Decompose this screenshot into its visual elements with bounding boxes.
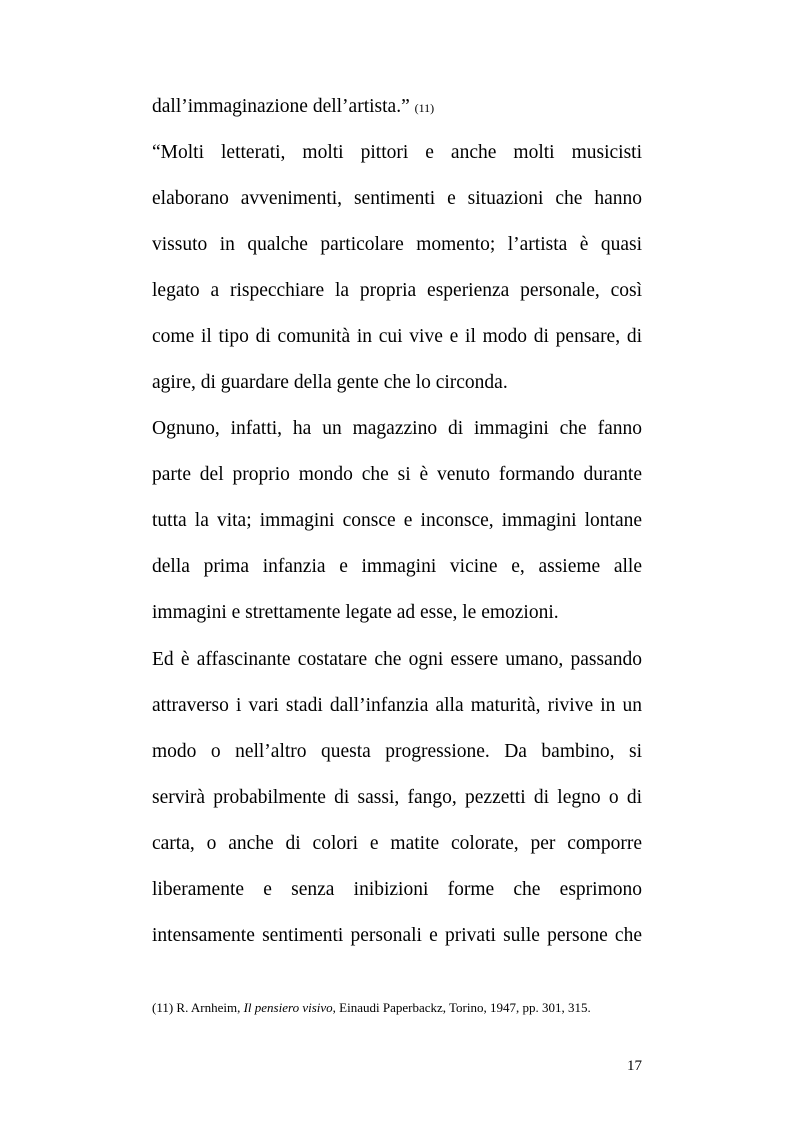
text-line-8: Ognuno, infatti, ha un magazzino di immagini che fanno (152, 418, 642, 439)
text-line-6: come il tipo di comunità in cui vive e il modo di pensare, di (152, 326, 642, 347)
text-line-14: attraverso i vari stadi dall’infanzia alla maturità, rivive in un (152, 695, 642, 716)
text-line-19: intensamente sentimenti personali e privati sulle persone che (152, 925, 642, 946)
text-line-17: carta, o anche di colori e matite colorate, per comporre (152, 833, 642, 854)
text-line-12: immagini e strettamente legate ad esse, le emozioni. (152, 602, 559, 623)
text-line-15: modo o nell’altro questa progressione. Da bambino, si (152, 741, 642, 762)
text-line-1 (152, 95, 642, 120)
footnote-suffix: , Einaudi Paperbackz, Torino, 1947, pp. 301, 315. (332, 1000, 591, 1015)
text-line-9: parte del proprio mondo che si è venuto formando durante (152, 464, 642, 485)
text-line-2: “Molti letterati, molti pittori e anche molti musicisti (152, 142, 642, 163)
footnote-reference: (11) (414, 101, 435, 115)
text-line-4: vissuto in qualche particolare momento; l’artista è quasi (152, 234, 642, 255)
text-line-7: agire, di guardare della gente che lo circonda. (152, 372, 508, 393)
text-line-11: della prima infanzia e immagini vicine e, assieme alle (152, 556, 642, 577)
text-line-13: Ed è affascinante costatare che ogni essere umano, passando (152, 649, 642, 670)
text-line-16: servirà probabilmente di sassi, fango, pezzetti di legno o di (152, 787, 642, 808)
text-line-3: elaborano avvenimenti, sentimenti e situazioni che hanno (152, 188, 642, 209)
text-line-5: legato a rispecchiare la propria esperienza personale, così (152, 280, 642, 301)
page-number: 17 (627, 1058, 642, 1074)
text-line-18: liberamente e senza inibizioni forme che esprimono (152, 879, 642, 900)
text-line-10: tutta la vita; immagini consce e inconsce, immagini lontane (152, 510, 642, 531)
footnote-book-title: Il pensiero visivo (243, 1000, 333, 1015)
footnote-prefix: (11) R. Arnheim, (152, 1000, 244, 1015)
text-line-1-body: dall’immaginazione dell’artista.” (152, 96, 410, 117)
footnote (152, 999, 642, 1017)
